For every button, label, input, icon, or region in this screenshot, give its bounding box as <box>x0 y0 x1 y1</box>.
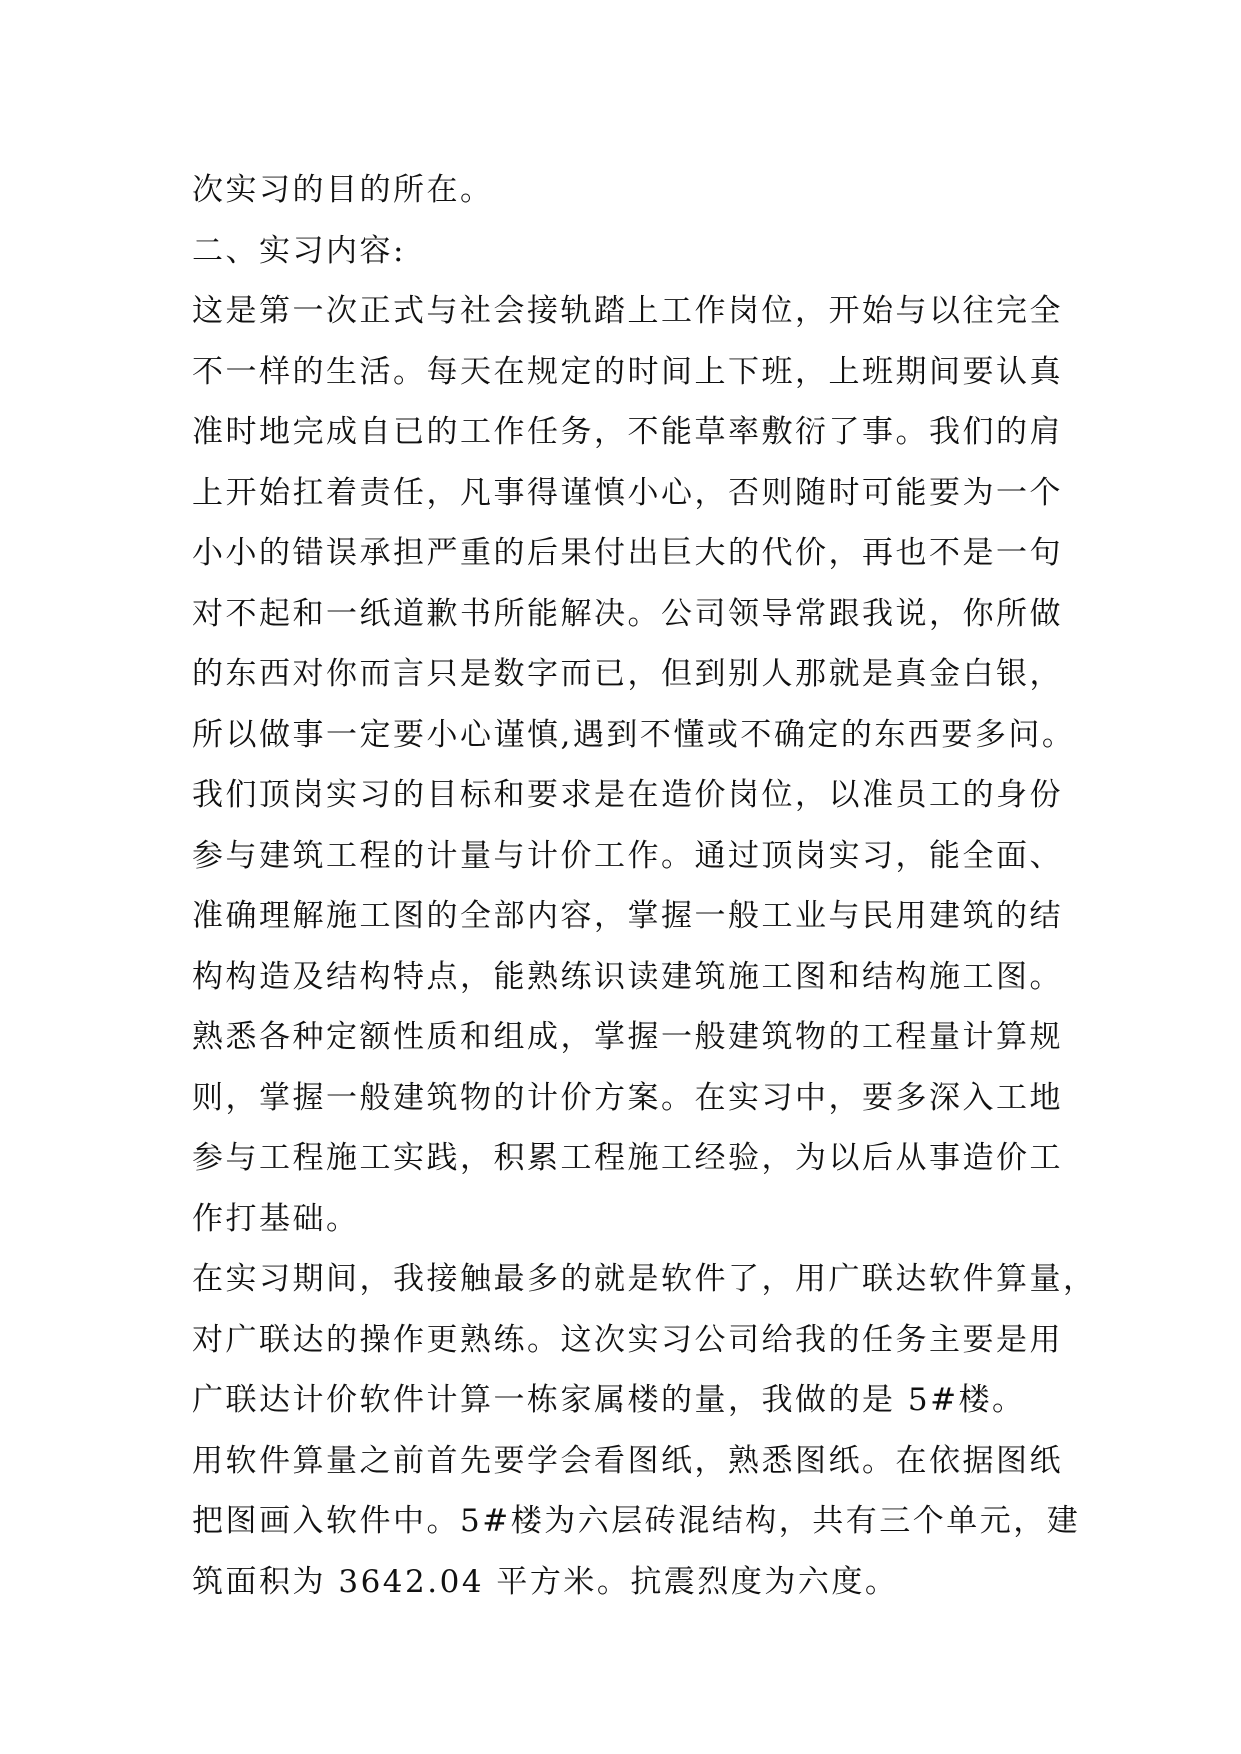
text-line: 上开始扛着责任，凡事得谨慎小心，否则随时可能要为一个 <box>192 474 1063 511</box>
paragraph-drawings <box>192 1431 1081 1613</box>
text-line: 则，掌握一般建筑物的计价方案。在实习中，要多深入工地 <box>192 1079 1063 1116</box>
document-body <box>192 160 1097 1612</box>
text-line: 用软件算量之前首先要学会看图纸，熟悉图纸。在依据图纸 <box>192 1442 1063 1479</box>
paragraph-software <box>192 1249 1097 1431</box>
text-line: 我们顶岗实习的目标和要求是在造价岗位，以准员工的身份 <box>192 777 1063 813</box>
text-line: 准时地完成自已的工作任务，不能草率敷衍了事。我们的肩 <box>192 414 1063 450</box>
text-line: 这是第一次正式与社会接轨踏上工作岗位，开始与以往完全 <box>192 293 1063 329</box>
text-line: 的东西对你而言只是数字而已，但到别人那就是真金白银， <box>192 656 1063 692</box>
text-line: 构构造及结构特点，能熟练识读建筑施工图和结构施工图。 <box>192 958 1063 995</box>
text-line: 把图画入软件中。5#楼为六层砖混结构，共有三个单元，建 <box>192 1503 1081 1539</box>
section-heading: 二、实习内容: <box>192 232 406 269</box>
text-line: 筑面积为 3642.04 平方米。抗震烈度为六度。 <box>192 1563 899 1600</box>
text-line: 参与建筑工程的计量与计价工作。通过顶岗实习，能全面、 <box>192 837 1063 874</box>
text-line: 对不起和一纸道歉书所能解决。公司领导常跟我说，你所做 <box>192 595 1063 632</box>
paragraph-goals <box>192 765 1062 1249</box>
text-line: 不一样的生活。每天在规定的时间上下班，上班期间要认真 <box>192 353 1063 390</box>
text-line: 对广联达的操作更熟练。这次实习公司给我的任务主要是用 <box>192 1321 1063 1358</box>
text-line: 准确理解施工图的全部内容，掌握一般工业与民用建筑的结 <box>192 898 1063 934</box>
text-line: 小小的错误承担严重的后果付出巨大的代价，再也不是一句 <box>192 535 1063 571</box>
text-line: 在实习期间，我接触最多的就是软件了，用广联达软件算量， <box>192 1261 1097 1297</box>
text-line: 所以做事一定要小心谨慎,遇到不懂或不确定的东西要多问。 <box>192 716 1076 753</box>
text-line: 广联达计价软件计算一栋家属楼的量，我做的是 5#楼。 <box>192 1382 1026 1418</box>
text-line: 参与工程施工实践，积累工程施工经验，为以后从事造价工 <box>192 1140 1063 1176</box>
opening-line: 次实习的目的所在。 <box>192 172 494 208</box>
text-line: 作打基础。 <box>192 1200 360 1237</box>
text-line: 熟悉各种定额性质和组成，掌握一般建筑物的工程量计算规 <box>192 1019 1063 1055</box>
paragraph-responsibility <box>192 281 1076 765</box>
